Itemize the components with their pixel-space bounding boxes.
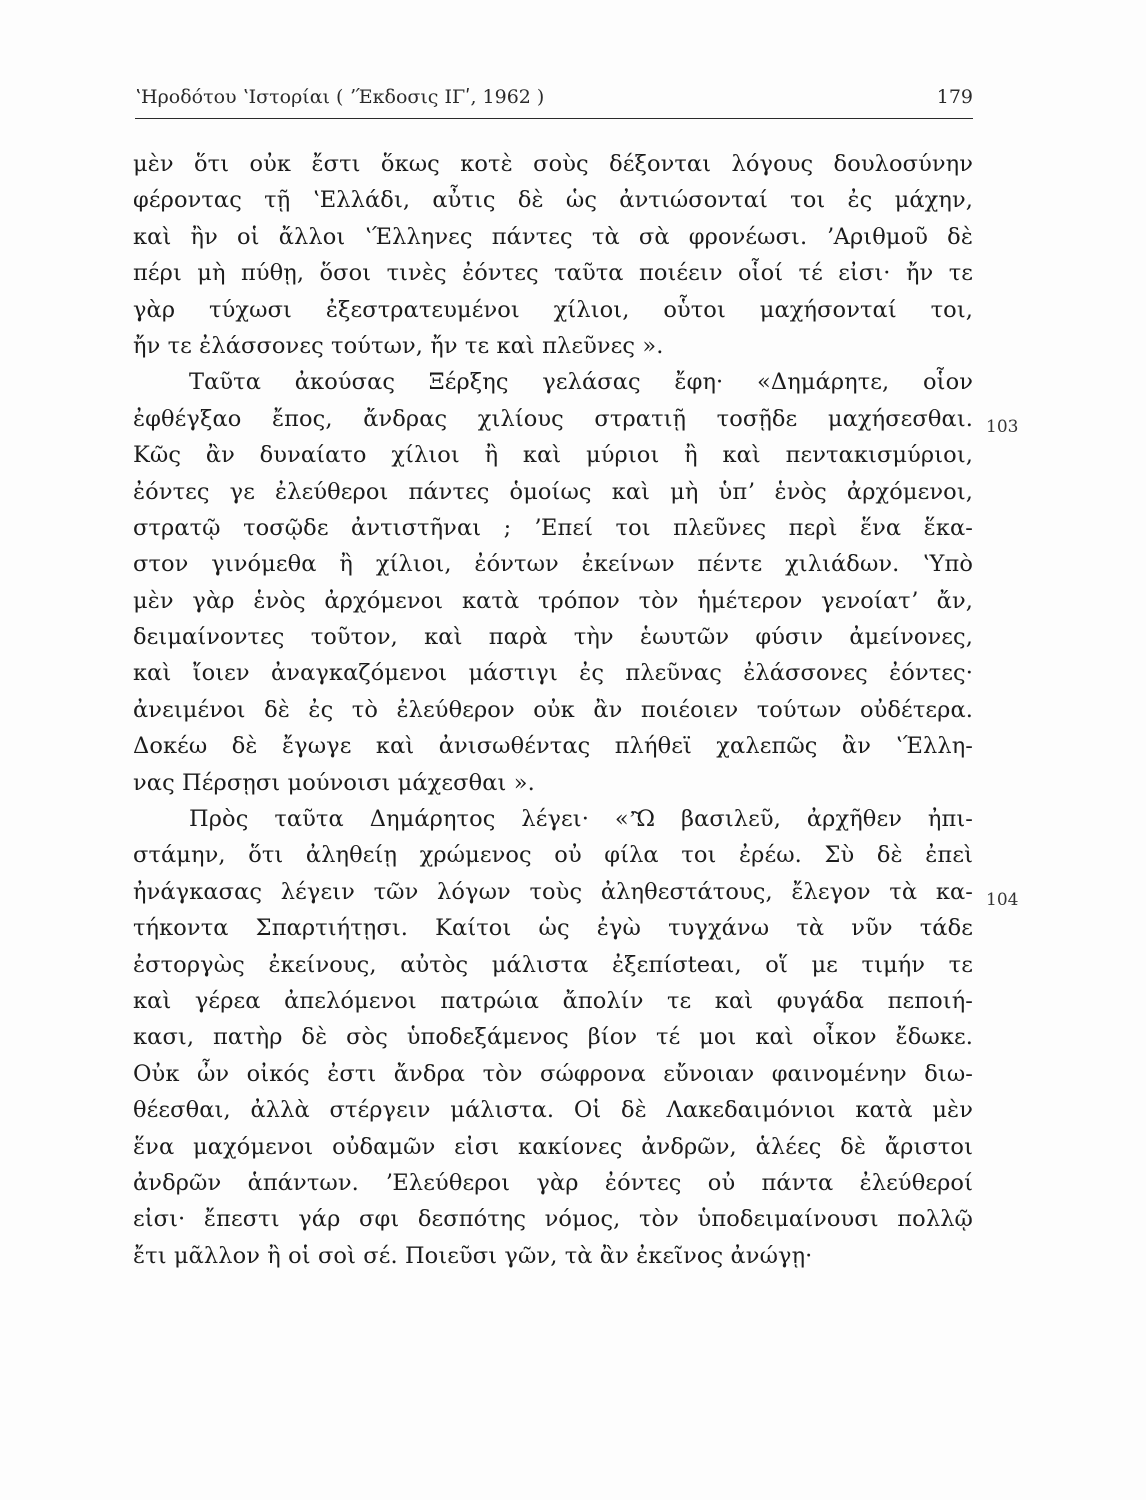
body-text [133,146,973,1274]
paragraph-start-line: Πρὸς ταῦτα Δημάρητος λέγει· «ʼ͂Ω βασιλεῦ, ἀρχῆθεν ἠπι- [189,806,973,833]
text-line: στον γινόμεθα ἢ χίλιοι, ἐόντων ἐκείνων πέντε χιλιάδων. ʽΥπὸ [133,551,973,578]
text-line: μὲν ὅτι οὐκ ἔστι ὅκως κοτὲ σοὺς δέξονται λόγους δουλοσύνην [133,151,973,177]
text-line: ἠνάγκασας λέγειν τῶν λόγων τοὺς ἀληθεστάτους, ἔλεγον τὰ κα- [133,878,973,905]
text-line: ἕνα μαχόμενοι οὐδαμῶν εἰσι κακίονες ἀνδρῶν, ἁλέες δὲ ἄριστοι [133,1133,973,1160]
header-rule [135,118,973,119]
text-line: καὶ ἢν οἱ ἄλλοι ʽΈλληνες πάντες τὰ σὰ φρονέωσι. ʼΑριθμοῦ δὲ [133,223,973,250]
page-number: 179 [936,86,973,108]
text-line: τήκοντα Σπαρτιήτῃσι. Καίτοι ὡς ἐγὼ τυγχάνω τὰ νῦν τάδε [133,915,973,942]
text-line: στάμην, ὅτι ἀληθείῃ χρώμενος οὐ φίλα τοι ἐρέω. Σὺ δὲ ἐπεὶ [133,842,973,869]
text-line: νας Πέρσῃσι μούνοισι μάχεσθαι ». [133,769,535,796]
text-line: ἀνδρῶν ἁπάντων. ʼΕλεύθεροι γὰρ ἐόντες οὐ πάντα ἐλεύθεροί [133,1169,973,1196]
text-line: Κῶς ἂν δυναίατο χίλιοι ἢ καὶ μύριοι ἢ καὶ πεντακισμύριοι, [133,442,973,469]
text-line: Δοκέω δὲ ἔγωγε καὶ ἀνισωθέντας πλήθεϊ χαλεπῶς ἂν ʽΈλλη- [133,733,973,760]
running-title: ʽΗροδότου ʽΙστορίαι ( ʼΈκδοσις ΙΓʹ, 1962 ) [135,86,545,108]
text-line: ἐφθέγξαο ἔπος, ἄνδρας χιλίους στρατιῇ τοσῇδε μαχήσεσθαι. [133,405,973,432]
text-line: Οὐκ ὦν οἰκός ἐστι ἄνδρα τὸν σώφρονα εὔνοιαν φαινομένην διω- [133,1060,973,1087]
chapter-number-103: 103 [986,417,1019,437]
text-line: στρατῷ τοσῷδε ἀντιστῆναι ; ʼΕπεί τοι πλεῦνες περὶ ἕνα ἕκα- [133,514,973,541]
paragraph-start-line: Ταῦτα ἀκούσας Ξέρξης γελάσας ἔφη· «Δημάρητε, οἷον [189,369,973,396]
text-line: ἔτι μᾶλλον ἢ οἱ σοὶ σέ. Ποιεῦσι γῶν, τὰ ἂν ἐκεῖνος ἀνώγῃ· [133,1242,813,1269]
text-line: γὰρ τύχωσι ἐξεστρατευμένοι χίλιοι, οὗτοι μαχήσονταί τοι, [133,296,973,323]
text-line: ἐστοργὼς ἐκείνους, αὐτὸς μάλιστα ἐξεπίσteαι, οἵ με τιμήν τε [133,951,973,978]
running-header [135,86,973,120]
chapter-number-104: 104 [986,890,1019,910]
text-line: εἰσι· ἔπεστι γάρ σφι δεσπότης νόμος, τὸν ὑποδειμαίνουσι πολλῷ [133,1206,973,1233]
text-line: ἐόντες γε ἐλεύθεροι πάντες ὁμοίως καὶ μὴ ὑπʼ ἑνὸς ἀρχόμενοι, [133,478,973,505]
text-line: δειμαίνοντες τοῦτον, καὶ παρὰ τὴν ἑωυτῶν φύσιν ἀμείνονες, [133,624,973,651]
text-line: ἤν τε ἐλάσσονες τούτων, ἤν τε καὶ πλεῦνες ». [133,332,664,359]
text-line: μὲν γὰρ ἑνὸς ἀρχόμενοι κατὰ τρόπον τὸν ἡμέτερον γενοίατʼ ἄν, [133,587,973,614]
text-line: φέροντας τῇ ʽΕλλάδι, αὖτις δὲ ὡς ἀντιώσονταί τοι ἐς μάχην, [133,187,973,214]
text-line: κασι, πατὴρ δὲ σὸς ὑποδεξάμενος βίον τέ μοι καὶ οἶκον ἔδωκε. [133,1024,973,1051]
text-line: καὶ γέρεα ἀπελόμενοι πατρώια ἄπολίν τε καὶ φυγάδα πεποιή- [133,987,973,1014]
text-line: ἀνειμένοι δὲ ἐς τὸ ἐλεύθερον οὐκ ἂν ποιέοιεν τούτων οὐδέτερα. [133,696,973,723]
text-line: θέεσθαι, ἀλλὰ στέργειν μάλιστα. Οἱ δὲ Λακεδαιμόνιοι κατὰ μὲν [133,1097,973,1124]
text-line: πέρι μὴ πύθῃ, ὅσοι τινὲς ἐόντες ταῦτα ποιέειν οἷοί τέ εἰσι· ἤν τε [133,260,973,287]
text-line: καὶ ἴοιεν ἀναγκαζόμενοι μάστιγι ἐς πλεῦνας ἐλάσσονες ἐόντες· [133,660,973,687]
